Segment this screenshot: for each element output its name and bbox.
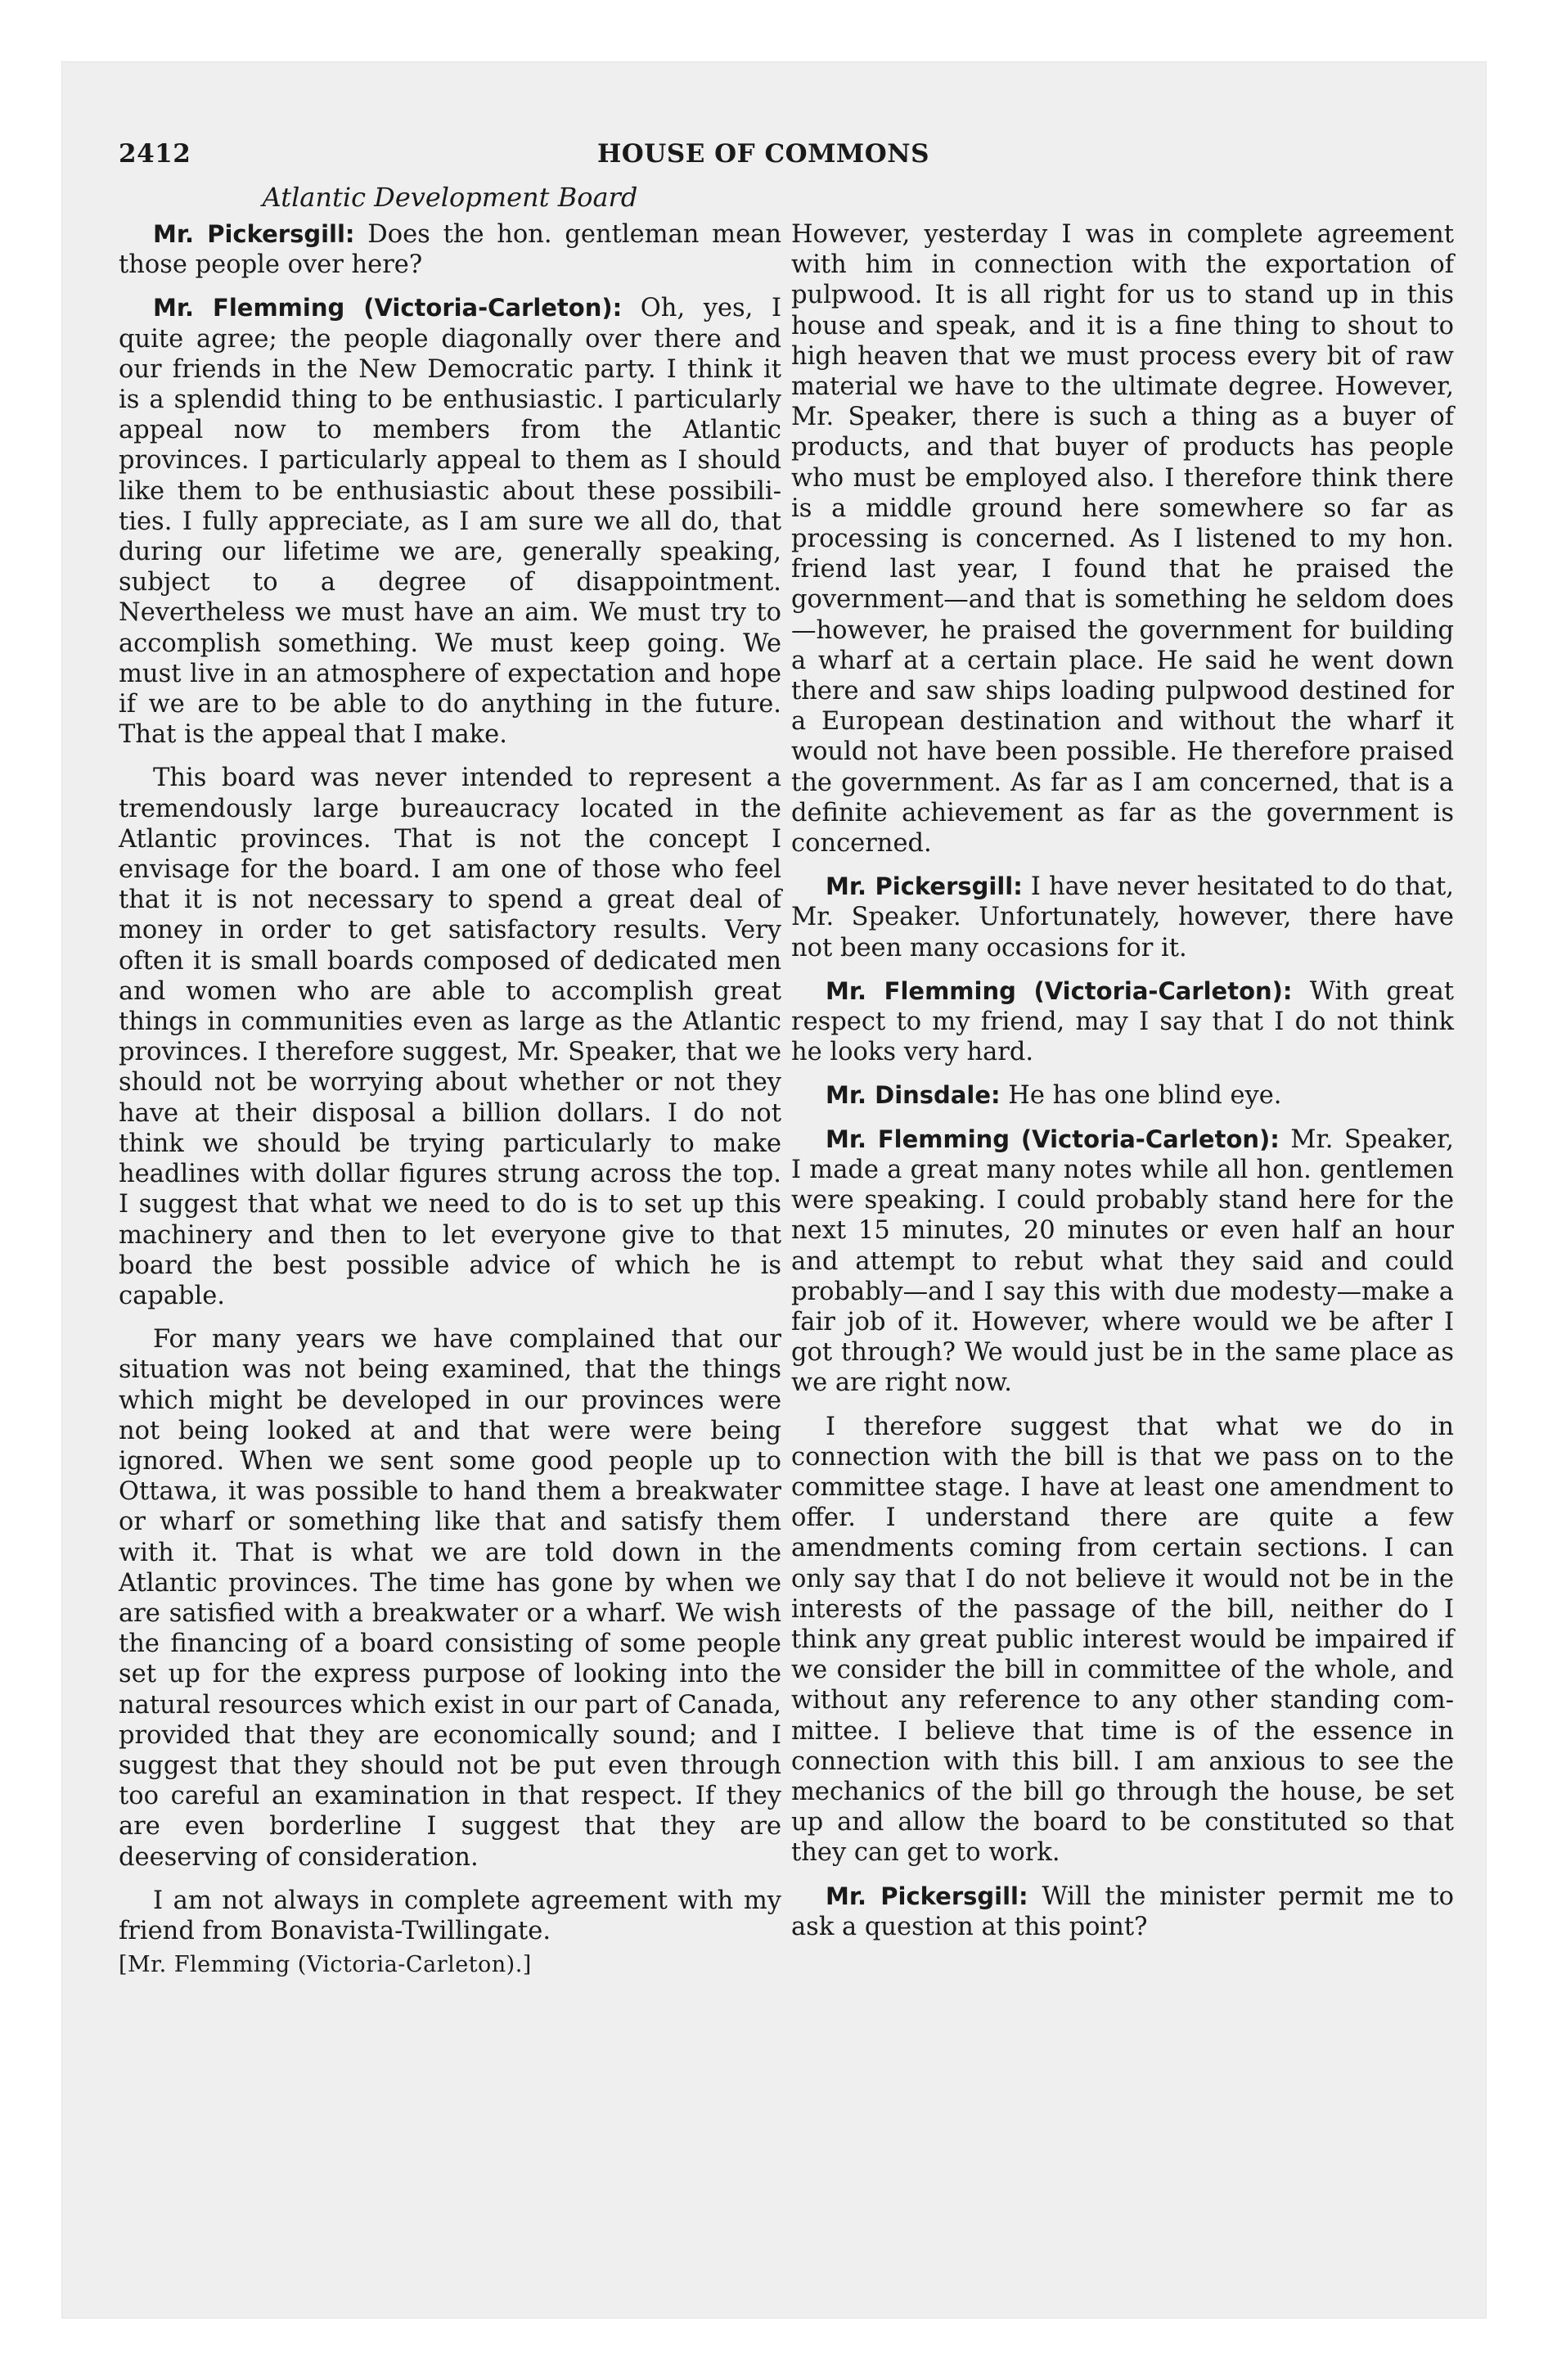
paragraph-text: I have never hesitated to do that, Mr. Speaker. Unfortunately, however, there have not been many occasions for it. xyxy=(791,872,1454,962)
paragraph-text: Will the minister permit me to ask a question at this point? xyxy=(791,1882,1454,1941)
speaker-name: Mr. Flemming (Victoria-Carleton): xyxy=(826,976,1293,1005)
paragraph-text: Does the hon. gentleman mean those people over here? xyxy=(119,220,781,280)
speaker-footer-reference: [Mr. Flemming (Victoria-Carleton).] xyxy=(119,1952,532,1978)
paragraph xyxy=(791,1125,1454,1399)
paragraph-text: However, yesterday I was in complete agreement with him in connection with the exportation of pulpwood. It is all right for us to stand up in this house and speak, and it is a fine thing to shout to high heaven that we must process every bit of raw material we have to the ultimate degree. However, Mr. Speaker, there is such a thing as a buyer of products, and that buyer of products has people who must be employed also. I therefore think there is a middle ground here somewhere so far as processing is concerned. As I listened to my hon. friend last year, I found that he praised the government—and that is something he seldom does—however, he praised the government for building a wharf at a certain place. He said he went down there and saw ships loading pulpwood destined for a European destination and without the wharf it would not have been possible. He therefore praised the government. As far as I am concerned, that is a definite achievement as far as the government is concerned. xyxy=(791,220,1454,859)
paragraph-text: For many years we have complained that our situation was not being examined, that the things which might be developed in our provinces were not being looked at and that were were being ignored. When we sent some good people up to Ottawa, it was possible to hand them a breakwater or wharf or something like that and satisfy them with it. That is what we are told down in the Atlantic provinces. The time has gone by when we are satisfied with a breakwater or a wharf. We wish the financing of a board consisting of some people set up for the express purpose of looking into the natural resources which exist in our part of Canada, provided that they are economically sound; and I suggest that they should not be put even through too careful an examination in that respect. If they are even borderline I suggest that they are deeserving of consideration. xyxy=(119,1325,781,1872)
paragraph xyxy=(791,1412,1454,1868)
page-header xyxy=(119,139,947,180)
paragraph xyxy=(791,1080,1454,1111)
paragraph xyxy=(791,872,1454,963)
paragraph xyxy=(791,219,1454,859)
paragraph-text: I therefore suggest that what we do in connection with the bill is that we pass on to the committee stage. I have at least one amendment to offer. I understand there are quite a few amendments coming from certain sections. I can only say that I do not believe it would not be in the interests of the passage of the bill, neither do I think any great public interest would be impaired if we consider the bill in committee of the whole, and without any reference to any other standing committee. I believe that time is of the essence in connection with this bill. I am anxious to see the mechanics of the bill go through the house, be set up and allow the board to be constituted so that they can get to work. xyxy=(791,1412,1454,1868)
paragraph xyxy=(119,293,781,750)
paragraph xyxy=(119,1324,781,1873)
speaker-name: Mr. Flemming (Victoria-Carleton): xyxy=(826,1125,1280,1153)
speaker-name: Mr. Pickersgill: xyxy=(826,1882,1028,1910)
speaker-name: Mr. Flemming (Victoria-Carleton): xyxy=(153,294,623,322)
section-title: Atlantic Development Board xyxy=(262,182,638,213)
page-number: 2412 xyxy=(119,139,191,169)
paragraph-text: I am not always in complete agreement with my friend from Bonavista-Twillingate. xyxy=(119,1886,781,1945)
paragraph xyxy=(119,219,781,280)
paragraph-text: Mr. Speaker, I made a great many notes while all hon. gentlemen were speaking. I could probably stand here for the next 15 minutes, 20 minutes or even half an hour and attempt to rebut what they said and could probably—and I say this with due modesty—make a fair job of it. However, where would we be after I got through? We would just be in the same place as we are right now. xyxy=(791,1125,1454,1398)
paragraph xyxy=(791,976,1454,1068)
paragraph xyxy=(119,1886,781,1946)
speaker-name: Mr. Dinsdale: xyxy=(826,1081,1001,1110)
paragraph xyxy=(119,763,781,1311)
speaker-name: Mr. Pickersgill: xyxy=(153,220,355,248)
paragraph-text: With great respect to my friend, may I say that I do not think he looks very hard. xyxy=(791,976,1455,1067)
paragraph-text: He has one blind eye. xyxy=(1000,1081,1282,1111)
paragraph xyxy=(791,1882,1454,1942)
right-column xyxy=(791,219,1454,1955)
running-head: HOUSE OF COMMONS xyxy=(597,139,929,169)
paragraph-text: This board was never intended to represent a tremendously large bureaucracy located in the Atlantic provinces. That is not the concept I envisage for the board. I am one of those who feel that it is not necessary to spend a great deal of money in order to get satisfactory results. Very often it is small boards composed of dedicated men and women who are able to accomplish great things in communities even as large as the Atlantic provinces. I therefore suggest, Mr. Speaker, that we should not be worrying about whether or not they have at their disposal a billion dollars. I do not think we should be trying particularly to make headlines with dollar figures strung across the top. I suggest that what we need to do is to set up this machinery and then to let everyone give to that board the best possible advice of which he is capable. xyxy=(119,764,781,1310)
paragraph-text: Oh, yes, I quite agree; the people diagonally over there and our friends in the New Democratic party. I think it is a splendid thing to be enthusiastic. I particularly appeal now to members from the Atlantic provinces. I particularly appeal to them as I should like them to be enthusiastic about these possibilities. I fully appreciate, as I am sure we all do, that during our lifetime we are, generally speaking, subject to a degree of disappointment. Nevertheless we must have an aim. We must try to accomplish something. We must keep going. We must live in an atmosphere of expectation and hope if we are to be able to do anything in the future. That is the appeal that I make. xyxy=(119,294,781,750)
speaker-name: Mr. Pickersgill: xyxy=(826,872,1023,901)
left-column xyxy=(119,219,781,1993)
